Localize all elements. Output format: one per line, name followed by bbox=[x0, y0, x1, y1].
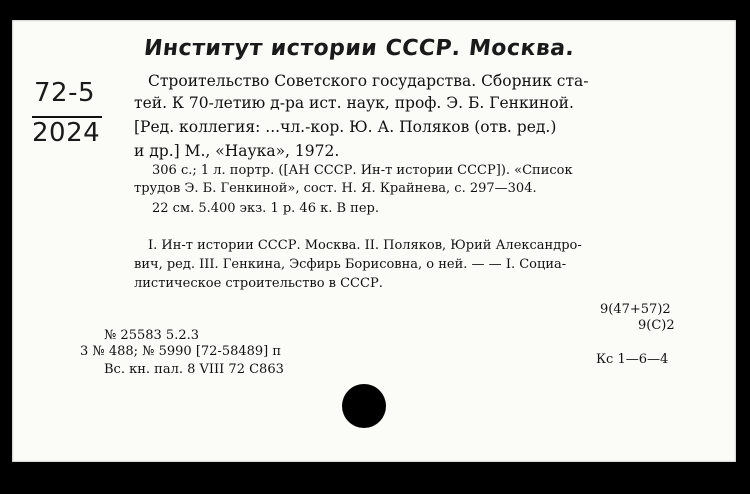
record-line: Вс. кн. пал. 8 VIII 72 С863 bbox=[104, 362, 284, 377]
tracing-line: I. Ин-т истории СССР. Москва. II. Поляков, Юрий Александро- bbox=[148, 238, 582, 253]
record-line: 3 № 488; № 5990 [72-58489] п bbox=[80, 344, 282, 359]
classification-index: 9(47+57)2 bbox=[600, 302, 671, 317]
handwritten-header: Институт истории СССР. Москва. bbox=[142, 36, 576, 61]
tracing-line: вич, ред. III. Генкина, Эсфирь Борисовна, о ней. — — I. Социа- bbox=[134, 257, 567, 272]
cutter-code: Кс 1—6—4 bbox=[596, 352, 669, 367]
classification-index: 9(С)2 bbox=[638, 318, 675, 333]
record-line: № 25583 5.2.3 bbox=[104, 328, 199, 343]
title-line: тей. К 70-летию д-ра ист. наук, проф. Э. Б. Генкиной. bbox=[134, 94, 574, 112]
title-line: и др.] М., «Наука», 1972. bbox=[134, 142, 340, 160]
call-number-top: 72-5 bbox=[34, 78, 96, 108]
title-line: Строительство Советского государства. Сборник ста- bbox=[148, 72, 589, 90]
tracing-line: листическое строительство в СССР. bbox=[134, 276, 383, 291]
title-line: [Ред. коллегия: ...чл.-кор. Ю. А. Поляков (отв. ред.) bbox=[134, 118, 557, 136]
call-number-bottom: 2024 bbox=[32, 118, 101, 148]
punch-hole bbox=[342, 384, 386, 428]
collation-line: 306 с.; 1 л. портр. ([АН СССР. Ин-т истории СССР]). «Список bbox=[152, 163, 573, 178]
collation-line: 22 см. 5.400 экз. 1 р. 46 к. В пер. bbox=[152, 201, 379, 216]
collation-line: трудов Э. Б. Генкиной», сост. Н. Я. Крайнева, с. 297—304. bbox=[134, 181, 537, 196]
catalog-card bbox=[12, 20, 736, 462]
